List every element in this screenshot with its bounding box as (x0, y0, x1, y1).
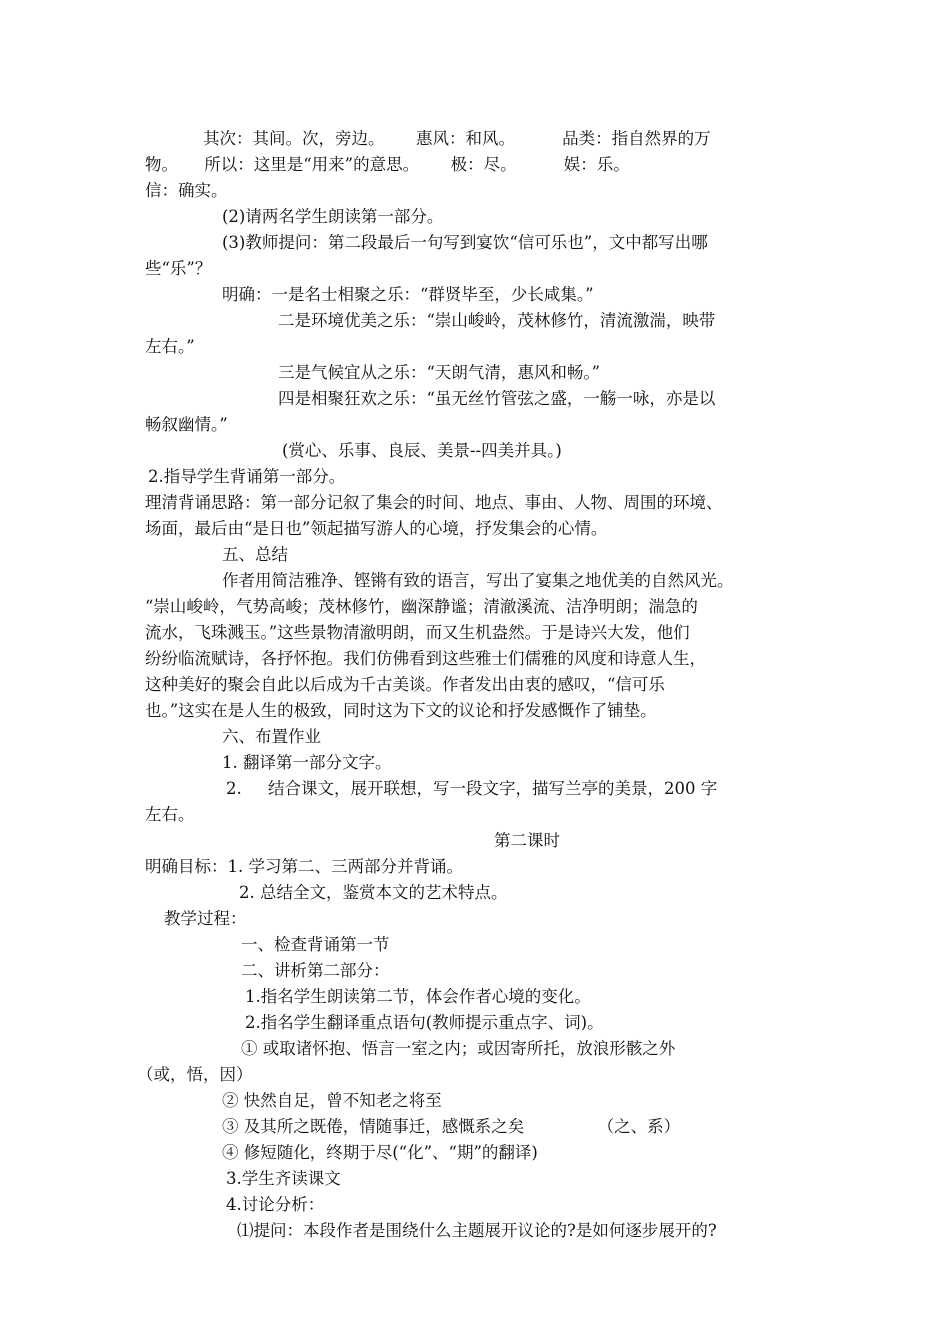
text-line: （或，悟，因） (137, 1065, 253, 1084)
text-line: 信：确实。 (145, 181, 228, 200)
lesson-heading: 第二课时 (494, 831, 560, 850)
text-line: 作者用简洁雅净、铿锵有致的语言，写出了宴集之地优美的自然风光。 (222, 571, 734, 590)
section-heading: 六、布置作业 (222, 727, 321, 746)
text-line: 1.指名学生朗读第二节，体会作者心境的变化。 (245, 987, 591, 1006)
text-line: ③ 及其所之既倦，情随事迁，感慨系之矣 （之、系） (222, 1117, 681, 1136)
text-line: ① 或取诸怀抱、悟言一室之内；或因寄所托，放浪形骸之外 (241, 1039, 676, 1058)
text-line: 2.指导学生背诵第一部分。 (148, 467, 346, 486)
text-line: 三是气候宜从之乐：“天朗气清，惠风和畅。” (278, 363, 601, 382)
section-heading: 二、讲析第二部分： (241, 961, 390, 980)
text-line: 纷纷临流赋诗，各抒怀抱。我们仿佛看到这些雅士们儒雅的风度和诗意人生， (145, 649, 706, 668)
text-line: 2. 总结全文，鉴赏本文的艺术特点。 (239, 883, 508, 902)
text-line: ⑴提问：本段作者是围绕什么主题展开议论的?是如何逐步展开的? (237, 1221, 717, 1240)
text-line: 左右。 (145, 805, 195, 824)
text-line: 四是相聚狂欢之乐：“虽无丝竹管弦之盛，一觞一咏，亦是以 (278, 389, 716, 408)
text-line: 畅叙幽情。” (145, 415, 228, 434)
text-line: 2. 结合课文，展开联想，写一段文字，描写兰亭的美景，200 字 (226, 779, 718, 798)
text-line: 2.指名学生翻译重点语句(教师提示重点字、词)。 (245, 1013, 604, 1032)
text-line: ④ 修短随化，终期于尽(“化”、“期”的翻译) (222, 1143, 538, 1162)
text-line: 1. 翻译第一部分文字。 (222, 753, 392, 772)
text-line: 3.学生齐读课文 (226, 1169, 341, 1188)
text-line: 明确目标：1. 学习第二、三两部分并背诵。 (145, 857, 463, 876)
text-line: 物。 所以：这里是“用来”的意思。 极：尽。 娱：乐。 (145, 155, 630, 174)
section-heading: 一、检查背诵第一节 (241, 935, 390, 954)
text-line: 4.讨论分析： (226, 1195, 325, 1214)
text-line: 场面，最后由“是日也”领起描写游人的心境，抒发集会的心情。 (145, 519, 608, 538)
text-line: 这种美好的聚会自此以后成为千古美谈。作者发出由衷的感叹，“信可乐 (145, 675, 665, 694)
text-line: 也。”这实在是人生的极致，同时这为下文的议论和抒发感慨作了铺垫。 (145, 701, 657, 720)
text-line: ② 快然自足，曾不知老之将至 (222, 1091, 442, 1110)
text-line: 左右。” (145, 337, 195, 356)
text-line: 教学过程： (164, 909, 247, 928)
text-line: (3)教师提问：第二段最后一句写到宴饮“信可乐也”，文中都写出哪 (222, 233, 708, 252)
text-line: 些“乐”？ (145, 259, 212, 278)
text-line: 理清背诵思路：第一部分记叙了集会的时间、地点、事由、人物、周围的环境、 (145, 493, 723, 512)
text-line: 明确：一是名士相聚之乐：“群贤毕至，少长咸集。” (222, 285, 594, 304)
text-line: (赏心、乐事、良辰、美景--四美并具。) (282, 441, 562, 460)
text-line: 流水，飞珠溅玉。”这些景物清澈明朗，而又生机盎然。于是诗兴大发，他们 (145, 623, 690, 642)
text-line: 其次：其间。次，旁边。 惠风：和风。 品类：指自然界的万 (203, 129, 711, 148)
section-heading: 五、总结 (222, 545, 288, 564)
text-line: “崇山峻岭，气势高峻；茂林修竹，幽深静谧；清澈溪流、洁净明朗；湍急的 (145, 597, 698, 616)
text-line: (2)请两名学生朗读第一部分。 (222, 207, 444, 226)
text-line: 二是环境优美之乐：“崇山峻岭，茂林修竹，清流激湍，映带 (278, 311, 716, 330)
